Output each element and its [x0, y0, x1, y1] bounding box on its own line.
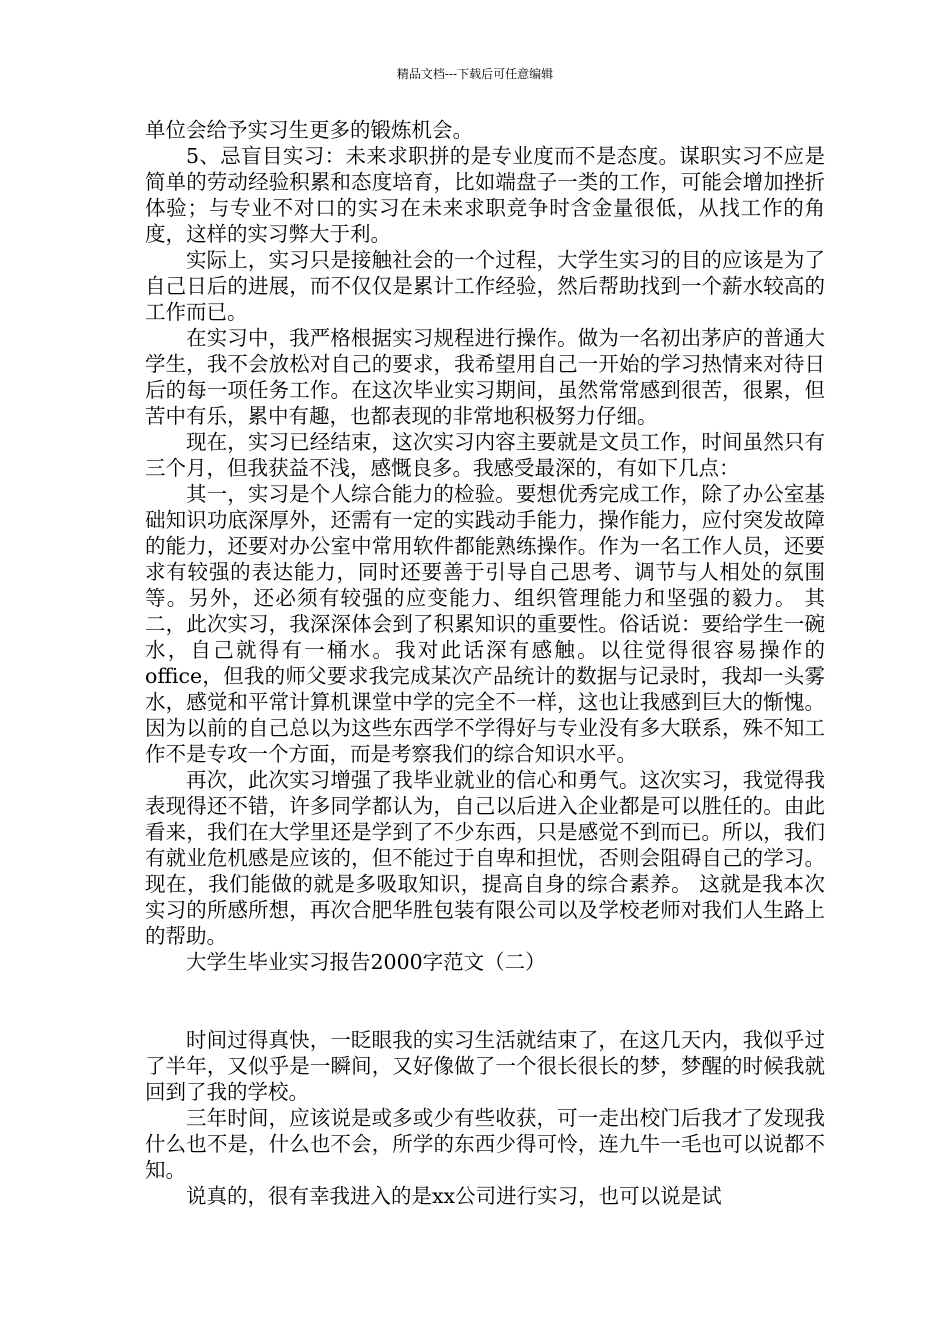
document-body: [145, 117, 825, 1209]
paragraph-continued: 单位会给予实习生更多的锻炼机会。: [145, 118, 473, 142]
paragraph-internship-purpose: 实际上，实习只是接触社会的一个过程，大学生实习的目的应该是为了自己日后的进展，而不仅仅是累计工作经验，然后帮助找到一个薪水较高的工作而已。: [145, 248, 825, 324]
paragraph-avoid-blind-internship: 5、忌盲目实习：未来求职拼的是专业度而不是态度。谋职实习不应是简单的劳动经验积累和态度培育，比如端盘子一类的工作，可能会增加挫折体验；与专业不对口的实习在未来求职竞争时含金量很低，从找工作的角度，这样的实习弊大于利。: [145, 144, 825, 246]
paragraph-time-flies: 时间过得真快，一眨眼我的实习生活就结束了，在这几天内，我似乎过了半年，又似乎是一瞬间，又好像做了一个很长很长的梦，梦醒的时候我就回到了我的学校。: [145, 1028, 825, 1104]
paragraph-internship-conduct: 在实习中，我严格根据实习规程进行操作。做为一名初出茅庐的普通大学生，我不会放松对自己的要求，我希望用自己一开始的学习热情来对待日后的每一项任务工作。在这次毕业实习期间，虽然常常感到很苦，很累，但苦中有乐，累中有趣，也都表现的非常地积极努力仔细。: [145, 326, 825, 428]
paragraph-internship-summary: 现在，实习已经结束，这次实习内容主要就是文员工作，时间虽然只有三个月，但我获益不浅，感慨良多。我感受最深的，有如下几点：: [145, 430, 825, 480]
paragraph-first-and-second-points: 其一，实习是个人综合能力的检验。要想优秀完成工作，除了办公室基础知识功底深厚外，还需有一定的实践动手能力，操作能力，应付突发故障的能力，还要对办公室中常用软件都能熟练操作。作为一名工作人员，还要求有较强的表达能力，同时还要善于引导自己思考、调节与人相处的氛围等。另外，还必须有较强的应变能力、组织管理能力和坚强的毅力。 其二，此次实习，我深深体会到了积累知识的重要性。俗话说：要给学生一碗水，自己就得有一桶水。我对此话深有感触。以往觉得很容易操作的office，但我的师父要求我完成某次产品统计的数据与记录时，我却一头雾水，感觉和平常计算机课堂中学的完全不一样，这也让我感到巨大的惭愧。因为以前的自己总以为这些东西学不学得好与专业没有多大联系，殊不知工作不是专攻一个方面，而是考察我们的综合知识水平。: [145, 482, 825, 766]
paragraph-three-years: 三年时间，应该说是或多或少有些收获，可一走出校门后我才了发现我什么也不是，什么也不会，所学的东西少得可怜，连九牛一毛也可以说都不知。: [145, 1106, 825, 1182]
blank-spacer: [145, 975, 825, 1027]
paragraph-third-point: 再次，此次实习增强了我毕业就业的信心和勇气。这次实习，我觉得我表现得还不错，许多同学都认为，自己以后进入企业都是可以胜任的。由此看来，我们在大学里还是学到了不少东西，只是感觉不到而已。所以，我们有就业危机感是应该的，但不能过于自卑和担忧，否则会阻碍自己的学习。现在，我们能做的就是多吸取知识，提高自身的综合素养。 这就是我本次实习的所感所想，再次合肥华胜包装有限公司以及学校老师对我们人生路上的帮助。: [145, 768, 825, 948]
paragraph-company-intro: 说真的，很有幸我进入的是xx公司进行实习，也可以说是试: [186, 1184, 722, 1208]
page-header: 精品文档---下载后可任意编辑: [396, 67, 554, 81]
section-title: 大学生毕业实习报告2000字范文（二）: [186, 950, 546, 974]
